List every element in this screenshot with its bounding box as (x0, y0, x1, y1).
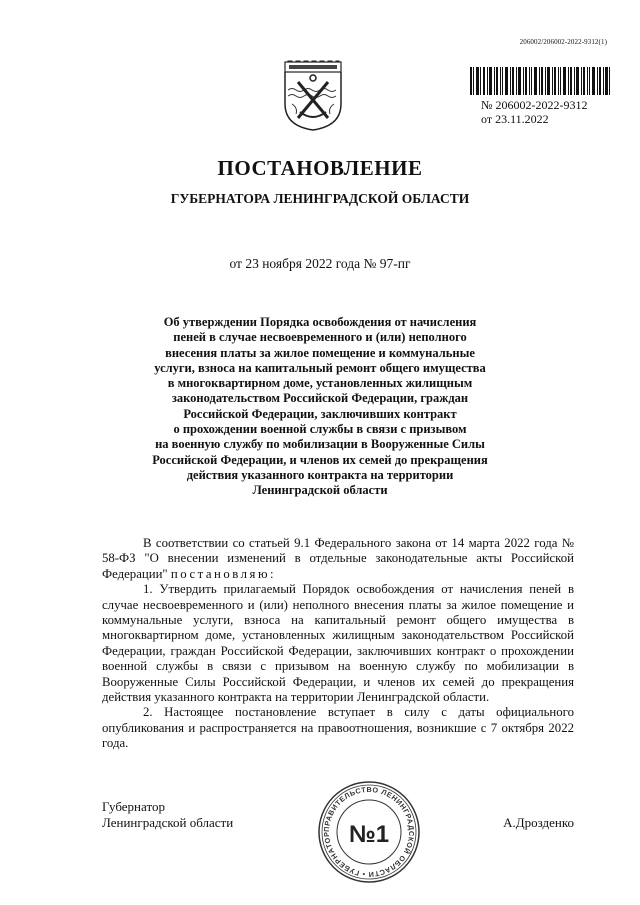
subject-line: законодательством Российской Федерации, граждан (171, 391, 469, 406)
stamp-ring-text: ПРАВИТЕЛЬСТВО ЛЕНИНГРАДСКОЙ ОБЛАСТИ • ГУБЕРНАТОР (321, 784, 417, 880)
subject-line: пеней в случае несвоевременного и (или) неполного (173, 330, 467, 345)
document-code: 206002/206002-2022-9312(1) (519, 38, 607, 46)
subject-line: в многоквартирном доме, установленных жилищным (167, 376, 473, 391)
subject-line: о прохождении военной службы в связи с призывом (173, 422, 467, 437)
subject-line: Об утверждении Порядка освобождения от начисления (163, 315, 477, 329)
clause-1: 1. Утвердить прилагаемый Порядок освобождения от начисления пеней в случае несвоевременного и (или) неполного внесения платы за жилое помещение и коммунальные услуги, взноса на капитальный ремонт общего имущества в многоквартирном доме, установленных жилищным законодательством Российской Федерации, граждан Российской Федерации, заключивших контракт о прохождении военной службы в связи с призывом на военную службу по мобилизации в Вооруженные Силы Российской Федерации, и членов их семей до прекращения действия указанного контракта на территории Ленинградской области. (102, 582, 574, 705)
preamble-text: В соответствии со статьей 9.1 Федерального закона от 14 марта 2022 года № 58-ФЗ "О внесении изменений в отдельные законодательные акты Российской Федерации" (102, 536, 574, 581)
subject-line: услуги, взноса на капитальный ремонт общего имущества (154, 360, 486, 375)
official-stamp-icon (317, 780, 421, 884)
preamble-keyword: постановляю: (170, 566, 277, 581)
subject-line: действия указанного контракта на территории (186, 467, 454, 482)
barcode-icon (470, 67, 610, 95)
registration-date: от 23.11.2022 (481, 112, 549, 126)
decree-body (102, 536, 574, 752)
subject-line: внесения платы за жилое помещение и коммунальные (165, 345, 475, 360)
subject-line: Российской Федерации, и членов их семей до прекращения (152, 452, 488, 467)
registration-number: № 206002-2022-9312 (481, 98, 588, 112)
stamp-number: №1 (348, 821, 390, 848)
signatory-name: А.Дрозденко (503, 815, 574, 830)
position-line: Губернатор (102, 799, 165, 814)
preamble-paragraph (102, 536, 574, 582)
subject-line: Российской Федерации, заключивших контракт (183, 406, 457, 421)
subject-line: на военную службу по мобилизации в Вооруженные Силы (155, 437, 485, 452)
signatory-position (102, 799, 233, 831)
decree-date-number: от 23 ноября 2022 года № 97-пг (229, 256, 411, 271)
subject-line: Ленинградской области (252, 483, 388, 498)
clause-2: 2. Настоящее постановление вступает в силу с даты официального опубликования и распространяется на правоотношения, возникшие с 7 октября 2022 года. (102, 705, 574, 751)
decree-subject (100, 315, 540, 499)
coat-of-arms-icon (282, 60, 344, 132)
document-title: ПОСТАНОВЛЕНИЕ (217, 156, 423, 180)
position-line: Ленинградской области (102, 815, 234, 830)
document-subtitle: ГУБЕРНАТОРА ЛЕНИНГРАДСКОЙ ОБЛАСТИ (170, 191, 470, 206)
